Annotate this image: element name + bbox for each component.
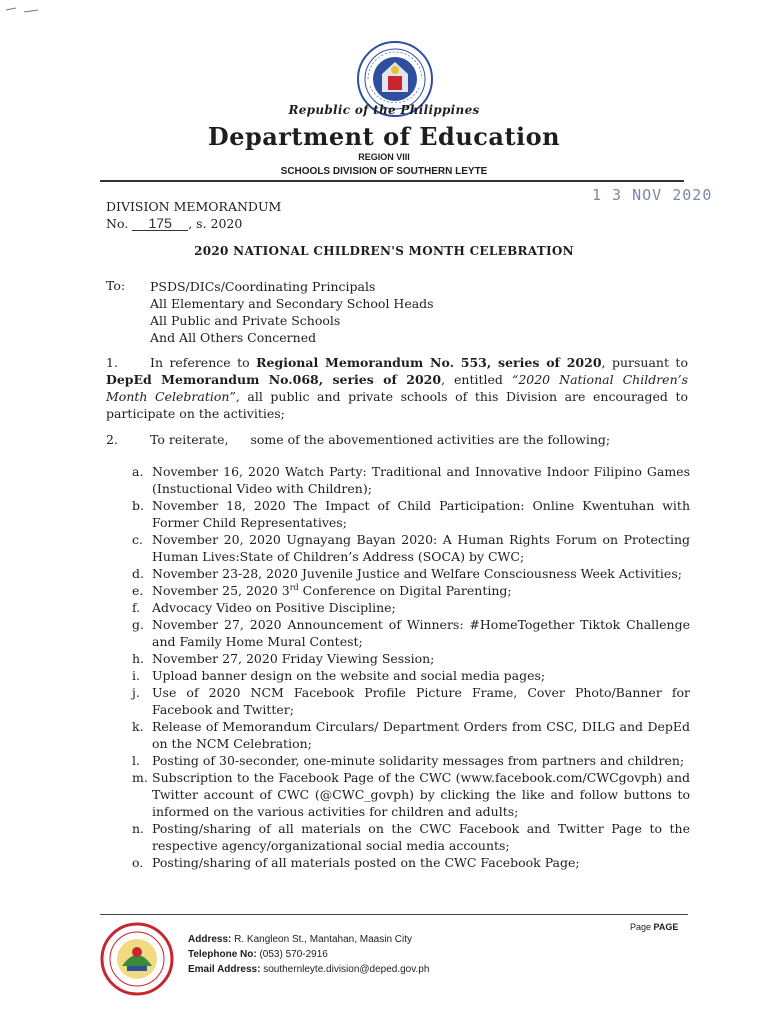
ordinal-superscript: rd	[289, 582, 299, 592]
recipient-item: And All Others Concerned	[150, 330, 317, 345]
page-label-text: Page	[630, 922, 652, 932]
memo-title: 2020 NATIONAL CHILDREN'S MONTH CELEBRATION	[194, 244, 574, 258]
memo-number: 175	[132, 216, 188, 231]
list-item-letter: n.	[132, 821, 145, 836]
celebration-title: “2020 National Children’s Month Celebration”	[106, 372, 689, 404]
republic-heading: Republic of the Philippines	[288, 103, 480, 117]
list-item-text	[152, 582, 690, 599]
list-item-text: Upload banner design on the website and social media pages;	[152, 668, 546, 683]
deped-memo-reference: DepEd Memorandum No.068, series of 2020	[106, 372, 442, 387]
list-item	[132, 769, 690, 820]
list-item	[132, 497, 690, 531]
page-number: PAGE	[653, 922, 679, 932]
list-item	[132, 667, 690, 684]
to-label: To:	[106, 278, 126, 293]
recipient-item: PSDS/DICs/Coordinating Principals	[150, 279, 376, 294]
division-heading: SCHOOLS DIVISION OF SOUTHERN LEYTE	[280, 166, 488, 177]
header-divider	[100, 180, 684, 182]
email-line	[188, 962, 429, 977]
list-item-letter: c.	[132, 532, 143, 547]
list-item	[132, 820, 690, 854]
list-item-letter: g.	[132, 617, 144, 632]
list-item-text: Use of 2020 NCM Facebook Profile Picture Frame, Cover Photo/Banner for Facebook and Twitter;	[152, 685, 690, 717]
list-item-text: November 27, 2020 Announcement of Winners: #HomeTogether Tiktok Challenge and Family Home Mural Contest;	[152, 617, 690, 649]
list-item-text-part: Conference on Digital Parenting;	[298, 583, 512, 598]
department-heading: Department of Education	[207, 122, 561, 151]
list-item-text: Posting of 30-seconder, one-minute solidarity messages from partners and children;	[152, 753, 685, 768]
list-item-letter: h.	[132, 651, 145, 666]
list-item-letter: b.	[132, 498, 144, 513]
list-item-text: November 23-28, 2020 Juvenile Justice and Welfare Consciousness Week Activities;	[152, 566, 682, 581]
email-value: southernleyte.division@deped.gov.ph	[260, 964, 430, 975]
division-seal-icon	[100, 922, 174, 996]
list-item	[132, 531, 690, 565]
paragraph-text: , entitled	[441, 372, 512, 387]
telephone-value: (053) 570-2916	[256, 949, 328, 960]
recipient-item: All Elementary and Secondary School Heads	[150, 296, 434, 311]
footer-divider	[100, 914, 688, 915]
list-item	[132, 582, 690, 599]
recipient-list	[150, 278, 434, 346]
telephone-label: Telephone No:	[188, 949, 257, 960]
list-item-text: Posting/sharing of all materials posted on the CWC Facebook Page;	[152, 855, 580, 870]
list-item-text: Release of Memorandum Circulars/ Department Orders from CSC, DILG and DepEd on the NCM Celebration;	[152, 719, 690, 751]
list-item	[132, 565, 690, 582]
paragraph-text: , all public and private schools of this Division are encouraged to participate on the activities;	[106, 389, 688, 421]
page-label	[630, 922, 678, 932]
list-item-text: Posting/sharing of all materials on the CWC Facebook and Twitter Page to the respective agency/organizational social media accounts;	[152, 821, 690, 853]
paragraph-number: 1.	[106, 355, 118, 370]
memo-series: , s. 2020	[188, 216, 243, 231]
list-item	[132, 854, 690, 871]
list-item	[132, 650, 690, 667]
activity-list	[132, 463, 690, 871]
list-item-text: November 16, 2020 Watch Party: Traditional and Innovative Indoor Filipino Games (Instuctional Video with Children);	[152, 464, 690, 496]
list-item-letter: l.	[132, 753, 140, 768]
regional-memo-reference: Regional Memorandum No. 553, series of 2020	[256, 355, 602, 370]
date-stamp: 1 3 NOV 2020	[592, 186, 713, 204]
paragraph-text: some of the abovementioned activities are the following;	[250, 432, 611, 447]
email-label: Email Address:	[188, 964, 261, 975]
memo-type: DIVISION MEMORANDUM	[106, 199, 282, 214]
list-item-letter: m.	[132, 770, 148, 785]
paragraph-text: , pursuant to	[601, 355, 688, 370]
telephone-line	[188, 947, 429, 962]
list-item-text: November 27, 2020 Friday Viewing Session;	[152, 651, 435, 666]
region-heading: REGION VIII	[358, 152, 410, 162]
list-item-letter: i.	[132, 668, 140, 683]
list-item	[132, 684, 690, 718]
list-item-letter: j.	[132, 685, 140, 700]
list-item-letter: f.	[132, 600, 141, 615]
paragraph-number: 2.	[106, 432, 118, 447]
footer-contact	[188, 932, 429, 977]
recipient-item: All Public and Private Schools	[150, 313, 341, 328]
memo-no-label: No.	[106, 216, 129, 231]
list-item-text: November 20, 2020 Ugnayang Bayan 2020: A Human Rights Forum on Protecting Human Lives:State of Children’s Address (SOCA) by CWC;	[152, 532, 690, 564]
list-item-letter: a.	[132, 464, 144, 479]
address-value: R. Kangleon St., Mantahan, Maasin City	[231, 934, 413, 945]
memo-number-line	[106, 216, 242, 231]
list-item	[132, 718, 690, 752]
paragraph-2	[106, 431, 688, 448]
list-item-letter: o.	[132, 855, 144, 870]
list-item-letter: k.	[132, 719, 144, 734]
list-item-letter: d.	[132, 566, 144, 581]
paragraph-text: To reiterate,	[150, 432, 229, 447]
list-item-letter: e.	[132, 583, 144, 598]
list-item	[132, 616, 690, 650]
list-item	[132, 599, 690, 616]
list-item-text: November 18, 2020 The Impact of Child Participation: Online Kwentuhan with Former Child Representatives;	[152, 498, 690, 530]
paragraph-1	[106, 354, 688, 422]
list-item	[132, 752, 690, 769]
scan-mark	[6, 6, 46, 14]
list-item	[132, 463, 690, 497]
paragraph-text: In reference to	[150, 355, 257, 370]
address-label: Address:	[188, 934, 232, 945]
list-item-text: Subscription to the Facebook Page of the CWC (www.facebook.com/CWCgovph) and Twitter account of CWC (@CWC_govph) by clicking the like and follow buttons to informed on the various activities for children and adults;	[152, 770, 690, 819]
list-item-text: Advocacy Video on Positive Discipline;	[152, 600, 396, 615]
address-line	[188, 932, 429, 947]
list-item-text-part: November 25, 2020 3	[152, 583, 290, 598]
